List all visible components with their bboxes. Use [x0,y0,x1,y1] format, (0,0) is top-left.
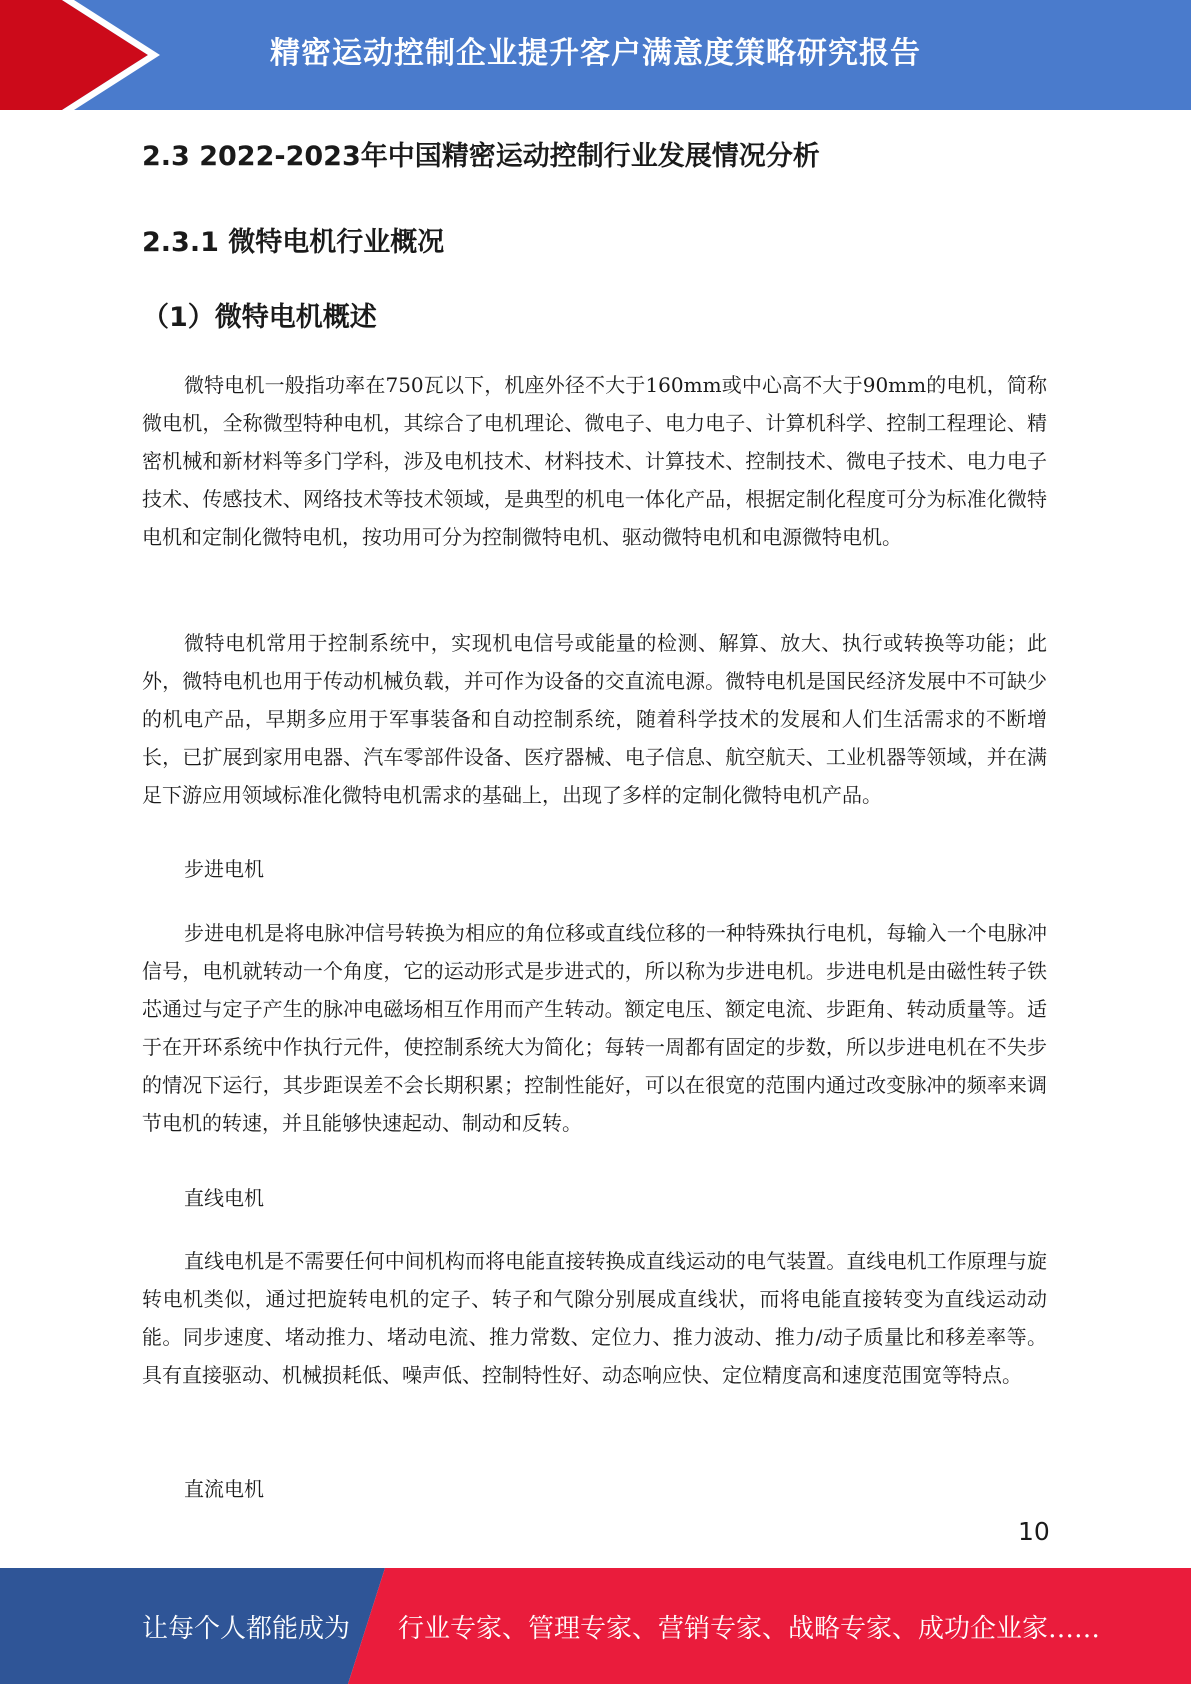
footer-slogan-left: 让每个人都能成为 [142,1613,351,1644]
linear-motor-title: 直线电机 [184,1186,264,1210]
paragraph-overview: 微特电机一般指功率在750瓦以下，机座外径不大于160mm或中心高不大于90mm的电机，简称微电机，全称微型特种电机，其综合了电机理论、微电子、电力电子、计算机科学、控制工程理论、精密机械和新材料等多门学科，涉及电机技术、材料技术、计算技术、控制技术、微电子技术、电力电子技术、传感技术、网络技术等技术领域，是典型的机电一体化产品，根据定制化程度可分为标准化微特电机和定制化微特电机，按功用可分为控制微特电机、驱动微特电机和电源微特电机。 [142,373,1047,549]
paragraph-applications: 微特电机常用于控制系统中，实现机电信号或能量的检测、解算、放大、执行或转换等功能；此外，微特电机也用于传动机械负载，并可作为设备的交直流电源。微特电机是国民经济发展中不可缺少的机电产品，早期多应用于军事装备和自动控制系统，随着科学技术的发展和人们生活需求的不断增长，已扩展到家用电器、汽车零部件设备、医疗器械、电子信息、航空航天、工业机器等领域，并在满足下游应用领域标准化微特电机需求的基础上，出现了多样的定制化微特电机产品。 [142,631,1047,807]
stepper-motor-title: 步进电机 [184,857,264,881]
report-title: 精密运动控制企业提升客户满意度策略研究报告 [270,36,921,71]
subsubsection-heading: （1）微特电机概述 [142,302,377,333]
section-heading: 2.3 2022-2023年中国精密运动控制行业发展情况分析 [142,141,820,172]
page-number: 10 [1018,1517,1050,1546]
dc-motor-title: 直流电机 [184,1477,264,1501]
header-bar [0,0,1191,110]
footer-banner [0,1568,1191,1684]
header-arrow-decoration [0,0,160,110]
footer-slogan-right: 行业专家、管理专家、营销专家、战略专家、成功企业家…… [398,1613,1101,1644]
linear-motor-paragraph: 直线电机是不需要任何中间机构而将电能直接转换成直线运动的电气装置。直线电机工作原理与旋转电机类似，通过把旋转电机的定子、转子和气隙分别展成直线状，而将电能直接转变为直线运动动能。同步速度、堵动推力、堵动电流、推力常数、定位力、推力波动、推力/动子质量比和移差率等。具有直接驱动、机械损耗低、噪声低、控制特性好、动态响应快、定位精度高和速度范围宽等特点。 [142,1249,1047,1387]
subsection-heading: 2.3.1 微特电机行业概况 [142,227,445,258]
stepper-motor-paragraph: 步进电机是将电脉冲信号转换为相应的角位移或直线位移的一种特殊执行电机，每输入一个电脉冲信号，电机就转动一个角度，它的运动形式是步进式的，所以称为步进电机。步进电机是由磁性转子铁芯通过与定子产生的脉冲电磁场相互作用而产生转动。额定电压、额定电流、步距角、转动质量等。适于在开环系统中作执行元件，使控制系统大为简化；每转一周都有固定的步数，所以步进电机在不失步的情况下运行，其步距误差不会长期积累；控制性能好，可以在很宽的范围内通过改变脉冲的频率来调节电机的转速，并且能够快速起动、制动和反转。 [142,921,1047,1135]
